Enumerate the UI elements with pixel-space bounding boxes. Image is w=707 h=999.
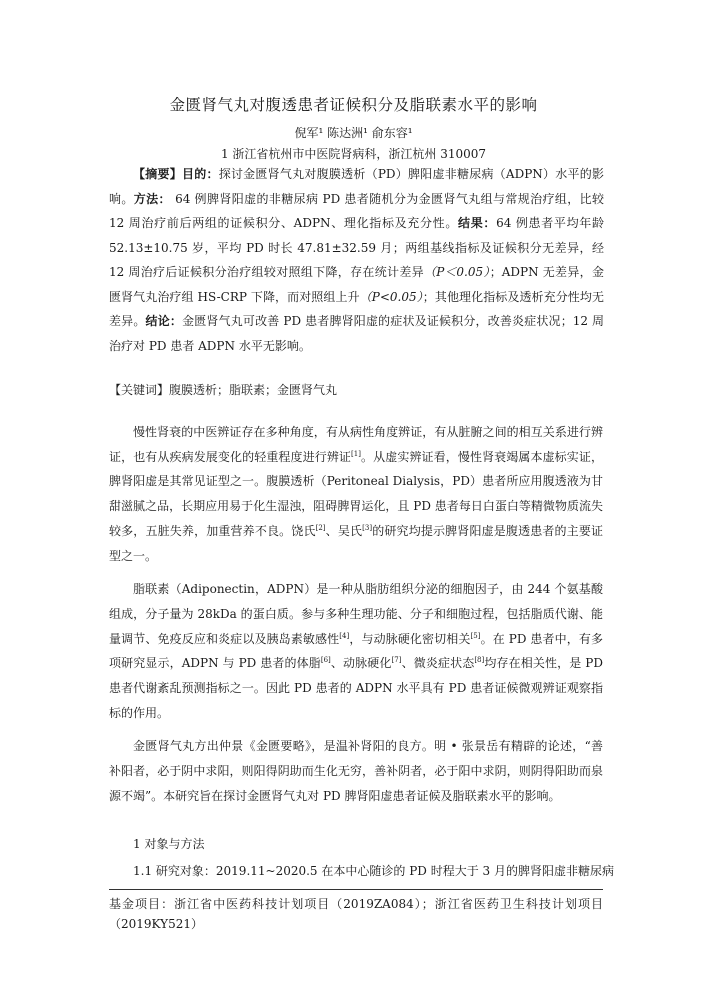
citation-ref: [1]: [351, 449, 361, 458]
objective-label: 目的：: [181, 167, 219, 181]
methods-text: 64 例脾肾阳虚的非糖尿病 PD 患者随机分为金匮肾气丸组与常规治疗组，比较 12 周治疗前后两组的证候积分、ADPN、理化指标及充分性。: [109, 191, 604, 230]
body-text: 、吴氏: [325, 523, 363, 538]
body-paragraph-3: 金匮肾气丸方出仲景《金匮要略》，是温补肾阳的良方。明 • 张景岳有精辟的论述，“善补阳者，必于阴中求阳，则阳得阴助而生化无穷，善补阴者，必于阳中求阴，则阴得阳助而泉源不竭”。本研究旨在探讨金匮肾气丸对 PD 脾肾阳虚患者证候及脂联素水平的影响。: [109, 739, 603, 803]
body-text: 、动脉硬化: [330, 656, 392, 671]
body-text: 。从虚实辨证看，慢性肾衰竭属本虚标实证，脾肾阳虚是其常见证型之一。腹膜透析（Peritoneal Dialysis，PD）患者所应用腹透液为甘甜滋腻之品，长期应用易于化生湿浊，阻碍脾胃运化，且 PD 患者每日白蛋白等精微物质流失较多，五脏失养，加重营养不良。饶氏: [109, 449, 603, 538]
subsection-text: 1.1 研究对象：2019.11~2020.5 在本中心随诊的 PD 时程大于 3 月的脾肾阳虚非糖尿病: [133, 864, 614, 878]
abstract: [109, 162, 604, 358]
methods-label: 方法：: [133, 191, 171, 206]
citation-ref: [5]: [470, 631, 481, 640]
body-text: 、微炎症状态: [401, 656, 475, 671]
affiliation: 1 浙江省杭州市中医院肾病科，浙江杭州 310007: [220, 147, 487, 161]
paper-title: 金匮肾气丸对腹透患者证候积分及脂联素水平的影响: [169, 96, 538, 114]
citation-ref: [4]: [339, 631, 350, 640]
author-list: 倪军¹ 陈达洲¹ 俞东容¹: [294, 126, 413, 140]
citation-ref: [2]: [315, 523, 326, 532]
abstract-label: 【摘要】: [133, 167, 182, 181]
citation-ref: [7]: [391, 656, 402, 665]
body-text: 均存在相关性，是 PD 患者代谢紊乱预测指标之一。因此 PD 患者的 ADPN 水平具有 PD 患者证候微观辨证观察指标的作用。: [109, 656, 603, 720]
citation-ref: [3]: [362, 523, 373, 532]
funding-footnote: 基金项目：浙江省中医药科技计划项目（2019ZA084）；浙江省医药卫生科技计划项目（2019KY521）: [109, 897, 603, 931]
results-text-a: 64 例患者平均年龄 52.13±10.75 岁，平均 PD 时长 47.81±32.59 月；两组基线指标及证候积分无差异，经 12 周治疗后证候积分治疗组较对照组下降，存在统计差异: [109, 216, 604, 279]
conclusion-text: 金匮肾气丸可改善 PD 患者脾肾阳虚的症状及证候积分，改善炎症状况；12 周治疗对 PD 患者 ADPN 水平无影响。: [109, 314, 604, 353]
p-value-2: （P<0.05）: [359, 289, 423, 304]
section-heading: 1 对象与方法: [133, 837, 205, 851]
body-paragraph-2: [109, 577, 603, 725]
conclusion-label: 结论：: [145, 314, 183, 328]
footnote-divider: [109, 889, 603, 890]
body-text: 慢性肾衰的中医辨证存在多种角度，有从病性角度辨证，有从脏腑之间的相互关系进行辨证，也有从疾病发展变化的轻重程度进行辨证: [109, 425, 603, 464]
results-text-b: ；ADPN 无差异，金匮肾气丸治疗组 HS-CRP 下降，而对照组上升: [109, 265, 604, 304]
citation-ref: [6]: [320, 656, 331, 665]
results-label: 结果：: [458, 216, 497, 230]
objective-text: 探讨金匮肾气丸对腹膜透析（PD）脾阳虚非糖尿病（ADPN）水平的影响。: [109, 167, 604, 206]
body-text: 的研究均提示脾肾阳虚是腹透患者的主要证型之一。: [109, 523, 603, 563]
results-text-c: ；其他理化指标及透析充分性均无差异。: [109, 289, 604, 328]
p-value-1: （P＜0.05）: [423, 265, 490, 279]
body-text: 。在 PD 患者中，有多项研究显示，ADPN 与 PD 患者的体脂: [109, 631, 603, 671]
main-body: [109, 420, 603, 809]
keywords: 【关键词】腹膜透析；脂联素；金匮肾气丸: [109, 383, 338, 397]
body-text: 脂联素（Adiponectin，ADPN）是一种从脂肪组织分泌的细胞因子，由 244 个氨基酸组成，分子量为 28kDa 的蛋白质。参与多种生理功能、分子和细胞过程，包括脂质代谢、能量调节、免疫反应和炎症以及胰岛素敏感性: [109, 582, 603, 646]
body-paragraph-1: [109, 420, 603, 568]
body-text: ，与动脉硬化密切相关: [349, 631, 471, 646]
citation-ref: [8]: [474, 656, 485, 665]
